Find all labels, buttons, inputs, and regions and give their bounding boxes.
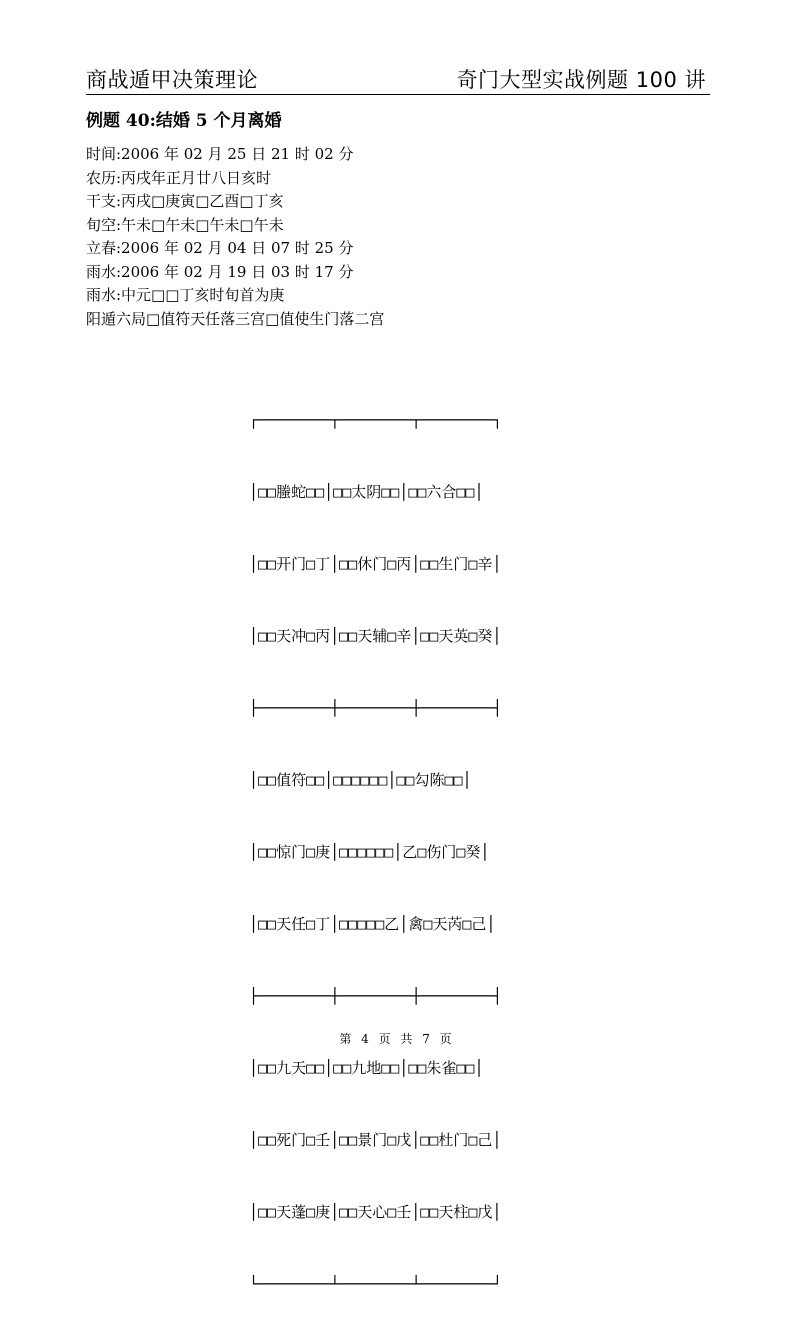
grid-row-2-star: │□□天任□丁│□□□□□乙│禽□天芮□己│ (249, 915, 496, 933)
example-title: 例题 40:结婚 5 个月离婚 (86, 111, 282, 131)
header-right-title: 奇门大型实战例题 100 讲 (456, 68, 706, 92)
header-left-title: 商战遁甲决策理论 (86, 68, 258, 92)
grid-border-middle-2: ├────────┼────────┼────────┤ (249, 987, 502, 1005)
page-footer: 第 4 页 共 7 页 (339, 1032, 455, 1046)
grid-row-2-deity: │□□值符□□│□□□□□□│□□勾陈□□│ (249, 771, 472, 789)
info-line-xunkong: 旬空:午未□午未□午未□午未 (86, 215, 284, 234)
qimen-chart-grid (249, 360, 502, 1320)
grid-row-1-deity: │□□螣蛇□□│□□太阴□□│□□六合□□│ (249, 483, 484, 501)
info-line-lunar: 农历:丙戌年正月廿八日亥时 (86, 168, 272, 187)
grid-row-2-door: │□□惊门□庚│□□□□□□│乙□伤门□癸│ (249, 843, 490, 861)
grid-row-3-door: │□□死门□壬│□□景门□戊│□□杜门□己│ (249, 1131, 502, 1149)
grid-row-3-deity: │□□九天□□│□□九地□□│□□朱雀□□│ (249, 1059, 484, 1077)
grid-border-bottom: └────────┴────────┴────────┘ (249, 1275, 502, 1293)
grid-border-middle-1: ├────────┼────────┼────────┤ (249, 699, 502, 717)
info-line-yushui: 雨水:2006 年 02 月 19 日 03 时 17 分 (86, 262, 354, 281)
page-header (86, 62, 710, 95)
info-line-ju: 阳遁六局□值符天任落三宫□值使生门落二宫 (86, 309, 385, 328)
grid-row-1-star: │□□天冲□丙│□□天辅□辛│□□天英□癸│ (249, 627, 502, 645)
info-line-time: 时间:2006 年 02 月 25 日 21 时 02 分 (86, 145, 354, 163)
info-line-ganzhi: 干支:丙戌□庚寅□乙酉□丁亥 (86, 192, 284, 210)
info-line-yushui-yuan: 雨水:中元□□丁亥时旬首为庚 (86, 286, 285, 304)
grid-border-top: ┌────────┬────────┬────────┐ (249, 411, 502, 429)
info-list (86, 143, 384, 331)
info-line-lichun: 立春:2006 年 02 月 04 日 07 时 25 分 (86, 239, 354, 257)
grid-row-1-door: │□□开门□丁│□□休门□丙│□□生门□辛│ (249, 555, 502, 573)
grid-row-3-star: │□□天蓬□庚│□□天心□壬│□□天柱□戊│ (249, 1203, 502, 1221)
